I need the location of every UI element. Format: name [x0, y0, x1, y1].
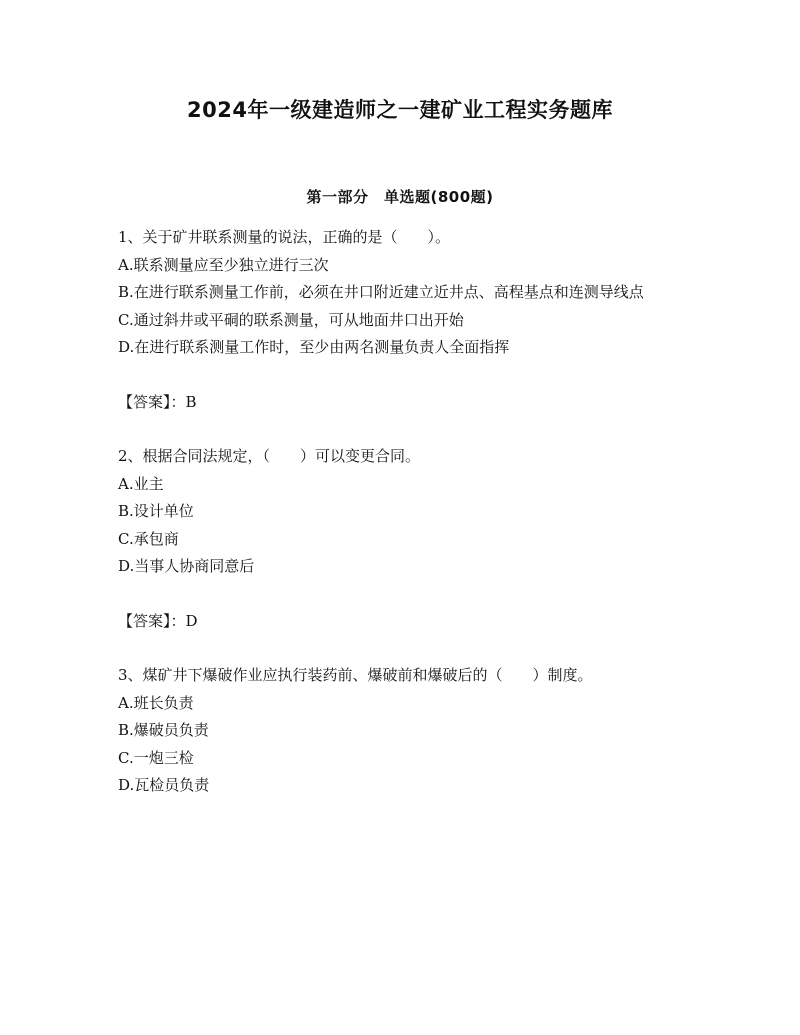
option-b: B.在进行联系测量工作前，必须在井口附近建立近井点、高程基点和连测导线点 — [118, 283, 644, 301]
option-c: C.承包商 — [118, 529, 179, 548]
question-stem: 2、根据合同法规定，（ ）可以变更合同。 — [118, 447, 421, 465]
question-2 — [118, 443, 678, 635]
question-stem: 3、煤矿井下爆破作业应执行装药前、爆破前和爆破后的（ ）制度。 — [118, 666, 593, 684]
option-d: D.在进行联系测量工作时，至少由两名测量负责人全面指挥 — [118, 338, 510, 356]
question-list — [118, 224, 678, 800]
answer-line: 【答案】：B — [118, 392, 197, 411]
question-1 — [118, 224, 678, 416]
answer-line: 【答案】：D — [118, 611, 198, 630]
option-d: D.瓦检员负责 — [118, 776, 210, 794]
option-a: A.业主 — [118, 474, 164, 493]
option-a: A.班长负责 — [118, 693, 194, 712]
option-b: B.爆破员负责 — [118, 721, 209, 739]
option-d: D.当事人协商同意后 — [118, 557, 255, 575]
section-title: 第一部分 单选题(800题) — [306, 188, 494, 206]
option-a: A.联系测量应至少独立进行三次 — [118, 255, 329, 274]
document-title: 2024年一级建造师之一建矿业工程实务题库 — [187, 98, 613, 122]
option-c: C.通过斜井或平硐的联系测量，可从地面井口出开始 — [118, 310, 464, 329]
question-3 — [118, 662, 678, 800]
option-c: C.一炮三检 — [118, 748, 194, 767]
option-b: B.设计单位 — [118, 502, 194, 520]
question-stem: 1、关于矿井联系测量的说法，正确的是（ ）。 — [118, 228, 451, 246]
